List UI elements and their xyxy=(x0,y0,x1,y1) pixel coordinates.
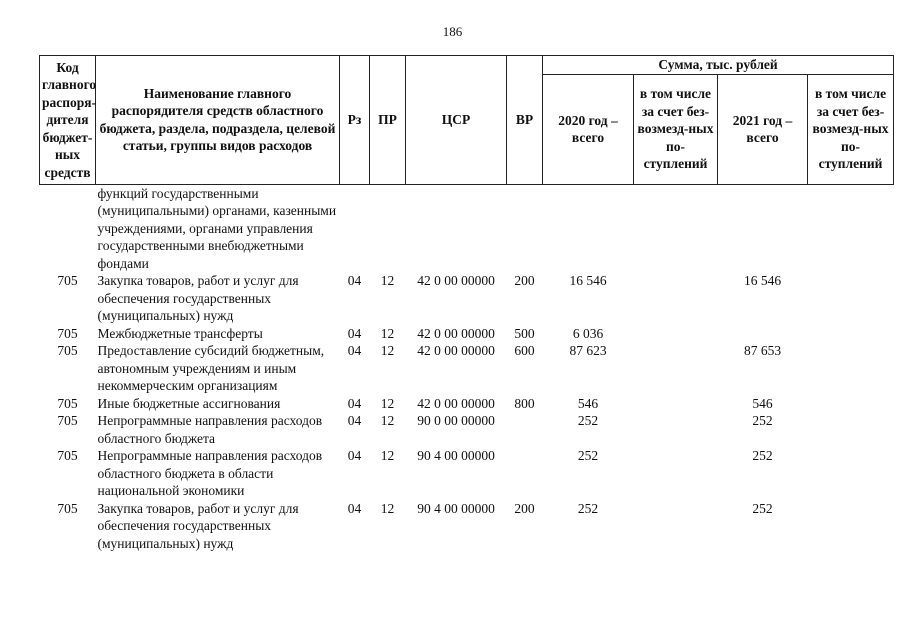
sum-2021-cell xyxy=(718,184,808,272)
sum-2020-free-cell xyxy=(634,272,718,325)
sum-2020-cell: 252 xyxy=(577,448,599,463)
code-cell: 705 xyxy=(57,395,78,411)
vr-cell xyxy=(507,184,543,272)
rz-cell: 04 xyxy=(347,413,362,428)
sum-2021-cell xyxy=(718,325,808,343)
sum-2020-cell: 16 546 xyxy=(569,273,607,288)
sum-2020-free-cell xyxy=(634,412,718,447)
page-number: 186 xyxy=(442,24,463,39)
vr-cell: 600 xyxy=(514,343,535,358)
code-cell: 705 xyxy=(57,413,78,428)
csr-cell: 90 4 00 00000 xyxy=(417,448,495,463)
table-row xyxy=(40,325,894,343)
sum-2021-cell: 546 xyxy=(752,395,773,411)
csr-cell: 42 0 00 00000 xyxy=(417,325,495,341)
code-cell: 705 xyxy=(57,343,78,358)
sum-2021-free-cell xyxy=(808,447,894,500)
csr-cell: 42 0 00 00000 xyxy=(417,343,495,358)
sum-2021-free-cell xyxy=(808,395,894,413)
header-2020-total: 2020 год – всего xyxy=(543,74,634,184)
rz-cell xyxy=(340,184,370,272)
table-body xyxy=(40,184,894,552)
vr-cell xyxy=(507,412,543,447)
vr-cell xyxy=(507,447,543,500)
name-cell: Непрограммные направления расходов областного бюджета xyxy=(97,413,323,446)
table-row xyxy=(40,272,894,325)
name-cell: Непрограммные направления расходов областного бюджета в области национальной экономики xyxy=(97,448,323,498)
sum-2021-free-cell xyxy=(808,412,894,447)
sum-2021-free-cell xyxy=(808,342,894,395)
rz-cell: 04 xyxy=(347,395,362,411)
sum-2021-free-cell xyxy=(808,500,894,553)
sum-2020-cell: 6 036 xyxy=(572,325,604,341)
name-cell: Межбюджетные трансферты xyxy=(97,325,263,341)
header-2020-free: в том числе за счет без-возмезд-ных по-ступлений xyxy=(634,74,718,184)
sum-2021-cell: 252 xyxy=(752,448,773,463)
sum-2020-cell: 252 xyxy=(577,500,599,516)
sum-2021-cell: 16 546 xyxy=(743,273,782,288)
rz-cell: 04 xyxy=(347,325,362,341)
sum-2020-cell: 252 xyxy=(577,413,599,428)
header-2021-free: в том числе за счет без-возмезд-ных по-ступлений xyxy=(808,74,894,184)
header-2021-total: 2021 год – всего xyxy=(718,74,808,184)
pr-cell: 12 xyxy=(380,343,395,358)
name-cell: Закупка товаров, работ и услуг для обеспечения государственных (муниципальных) нужд xyxy=(97,273,299,323)
header-csr: ЦСР xyxy=(406,56,507,185)
table-row xyxy=(40,500,894,553)
pr-cell: 12 xyxy=(380,273,395,288)
header-code: Код главного распоря-дителя бюджет-ных средств xyxy=(40,56,96,185)
vr-cell: 800 xyxy=(514,395,535,411)
csr-cell: 42 0 00 00000 xyxy=(417,273,495,288)
rz-cell: 04 xyxy=(347,343,362,358)
header-name: Наименование главного распорядителя средств областного бюджета, раздела, подраздела, целевой статьи, группы видов расходов xyxy=(96,56,340,185)
table-row xyxy=(40,342,894,395)
code-cell xyxy=(40,184,96,272)
name-cell: Предоставление субсидий бюджетным, автономным учреждениям и иным некоммерческим организациям xyxy=(97,343,325,393)
code-cell: 705 xyxy=(57,500,78,516)
header-pr: ПР xyxy=(370,56,406,185)
name-cell: Закупка товаров, работ и услуг для обеспечения государственных (муниципальных) нужд xyxy=(97,500,299,551)
pr-cell: 12 xyxy=(380,448,395,463)
code-cell: 705 xyxy=(57,325,78,341)
header-sum: Сумма, тыс. рублей xyxy=(543,56,894,75)
pr-cell: 12 xyxy=(380,500,395,516)
code-cell: 705 xyxy=(57,273,78,288)
pr-cell xyxy=(370,184,406,272)
sum-2021-cell: 87 653 xyxy=(743,343,782,358)
sum-2021-cell: 252 xyxy=(752,500,773,516)
vr-cell: 200 xyxy=(514,500,535,516)
pr-cell: 12 xyxy=(380,413,395,428)
csr-cell xyxy=(406,184,507,272)
sum-2021-free-cell xyxy=(808,184,894,272)
sum-2020-cell: 87 623 xyxy=(569,343,607,358)
table-row xyxy=(40,412,894,447)
name-cell: функций государственными (муниципальными) органами, казенными учреждениями, органами управления государственными внебюджетными фондами xyxy=(97,185,337,271)
sum-2021-cell: 252 xyxy=(752,413,773,428)
sum-2020-free-cell xyxy=(634,325,718,343)
sum-2020-free-cell xyxy=(634,342,718,395)
sum-2021-free-cell xyxy=(808,272,894,325)
sum-2020-free-cell xyxy=(634,395,718,413)
header-vr: ВР xyxy=(507,56,543,185)
pr-cell: 12 xyxy=(380,395,395,411)
rz-cell: 04 xyxy=(347,500,362,516)
sum-2020-cell xyxy=(543,184,634,272)
code-cell: 705 xyxy=(57,448,78,463)
csr-cell: 42 0 00 00000 xyxy=(417,395,495,411)
vr-cell: 200 xyxy=(514,273,535,288)
vr-cell: 500 xyxy=(514,325,535,341)
sum-2020-free-cell xyxy=(634,447,718,500)
table-row xyxy=(40,184,894,272)
sum-2020-free-cell xyxy=(634,184,718,272)
csr-cell: 90 0 00 00000 xyxy=(417,413,495,428)
csr-cell: 90 4 00 00000 xyxy=(417,500,495,516)
rz-cell: 04 xyxy=(347,448,362,463)
header-rz: Рз xyxy=(340,56,370,185)
sum-2020-free-cell xyxy=(634,500,718,553)
table-row xyxy=(40,447,894,500)
sum-2021-free-cell xyxy=(808,325,894,343)
sum-2020-cell: 546 xyxy=(577,395,599,411)
name-cell: Иные бюджетные ассигнования xyxy=(97,395,281,411)
budget-table xyxy=(39,55,894,552)
rz-cell: 04 xyxy=(347,273,362,288)
pr-cell: 12 xyxy=(380,325,395,341)
table-row xyxy=(40,395,894,413)
